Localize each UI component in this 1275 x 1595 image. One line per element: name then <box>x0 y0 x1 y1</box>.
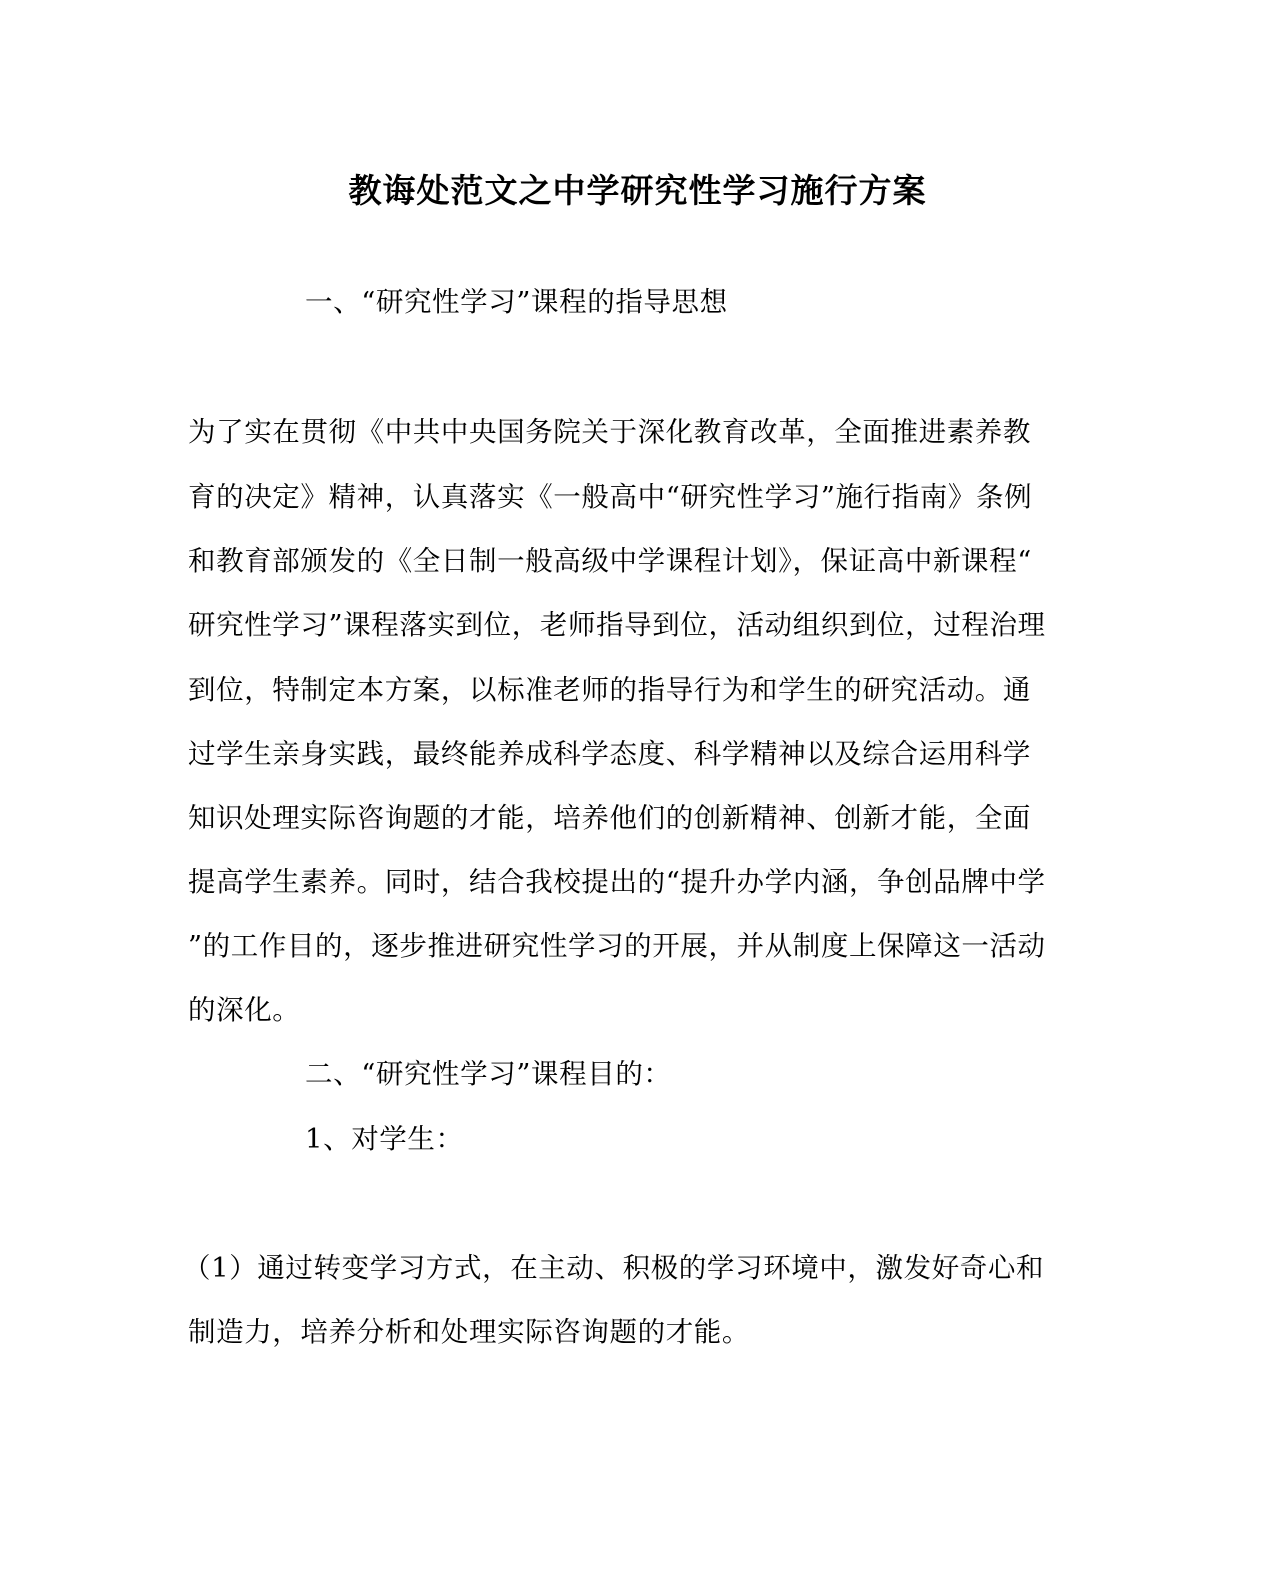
paragraph-line: 育的决定》精神，认真落实《一般高中“研究性学习”施行指南》条例 <box>188 481 1033 513</box>
paragraph-line: 知识处理实际咨询题的才能，培养他们的创新精神、创新才能，全面 <box>188 802 1031 834</box>
document-title: 教诲处范文之中学研究性学习施行方案 <box>348 171 927 210</box>
paragraph-line: 和教育部颁发的《全日制一般高级中学课程计划》，保证高中新课程“ <box>188 545 1032 577</box>
paragraph-line: 的深化。 <box>188 994 301 1026</box>
sub-heading-students: 1、对学生： <box>305 1123 464 1155</box>
paragraph-line: ”的工作目的，逐步推进研究性学习的开展，并从制度上保障这一活动 <box>188 930 1046 962</box>
paragraph-line: 研究性学习”课程落实到位，老师指导到位，活动组织到位，过程治理 <box>188 609 1046 641</box>
section-heading-1: 一、“研究性学习”课程的指导思想 <box>305 286 728 318</box>
list-item-line: 制造力，培养分析和处理实际咨询题的才能。 <box>188 1316 750 1348</box>
section-heading-2: 二、“研究性学习”课程目的： <box>305 1058 672 1090</box>
paragraph-line: 到位，特制定本方案，以标准老师的指导行为和学生的研究活动。通 <box>188 674 1031 706</box>
paragraph-line: 过学生亲身实践，最终能养成科学态度、科学精神以及综合运用科学 <box>188 738 1031 770</box>
paragraph-line: 为了实在贯彻《中共中央国务院关于深化教育改革，全面推进素养教 <box>188 416 1031 448</box>
list-item-line: （1）通过转变学习方式，在主动、积极的学习环境中，激发好奇心和 <box>183 1252 1045 1284</box>
paragraph-line: 提高学生素养。同时，结合我校提出的“提升办学内涵，争创品牌中学 <box>188 866 1046 898</box>
